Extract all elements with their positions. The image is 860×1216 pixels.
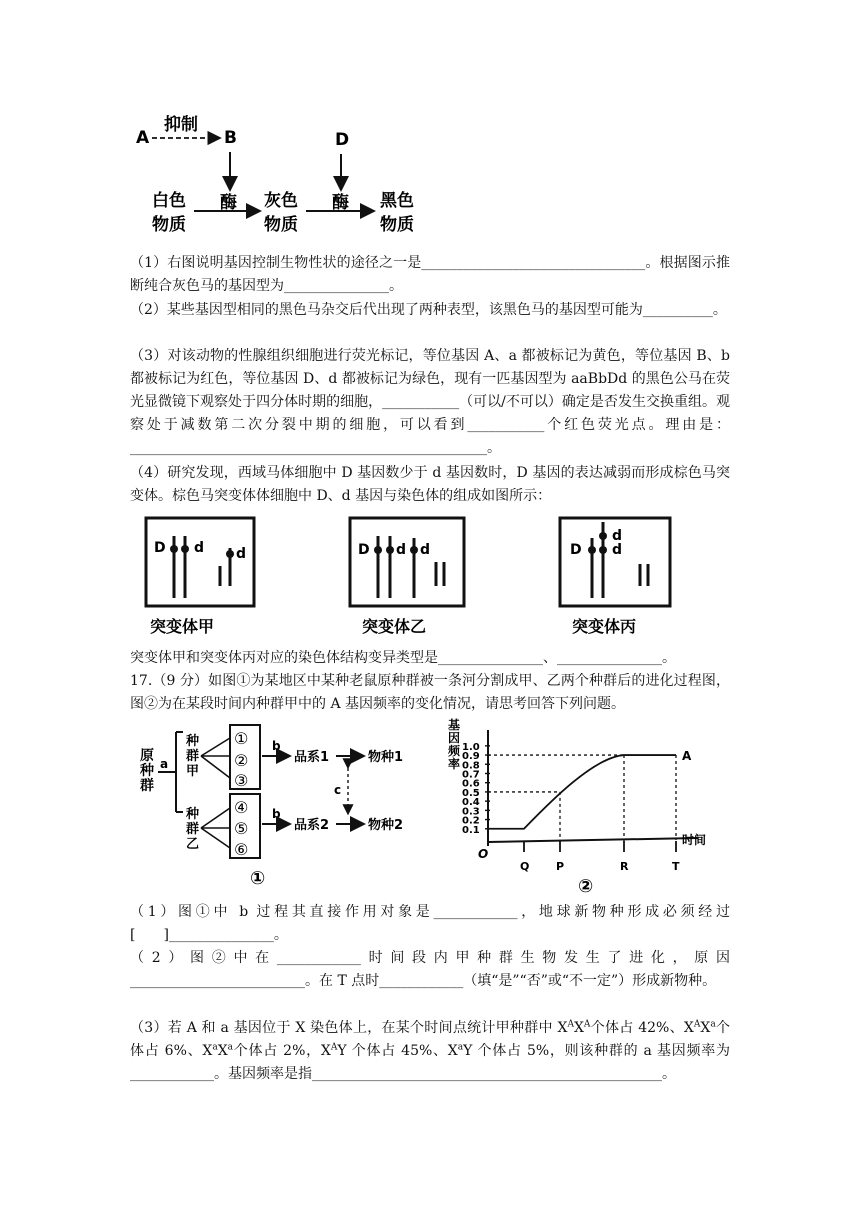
x-tick-label: Q (520, 860, 530, 873)
frequency-curve (488, 755, 676, 829)
circle-6: ⑥ (234, 840, 249, 859)
mutant-3-label: 突变体丙 (572, 617, 637, 636)
circle-3: ③ (234, 771, 249, 790)
gene-frequency-chart (442, 716, 730, 898)
y-axis-label-char: 频 (448, 744, 461, 758)
y-tick-label: 0.7 (462, 769, 480, 781)
circle-4: ④ (234, 798, 249, 817)
species-2-label: 物种2 (368, 818, 404, 833)
mutant-chromosome-figure (140, 514, 680, 638)
process-c-label: c (334, 783, 342, 797)
enzyme-2-label: 酶 (332, 193, 349, 213)
q17-intro: 17.（9 分）如图①为某地区中某种老鼠原种群被一条河分割成甲、乙两个种群后的进化过程图，图②为在某段时间内种群甲中的 A 基因频率的变化情况，请思考回答下列问题。 (130, 673, 730, 712)
species-1-label: 物种1 (368, 750, 404, 765)
origin-pop-2: 种 (140, 763, 154, 779)
y-tick-label: 0.8 (462, 760, 480, 772)
q16-part4: （4）研究发现，西域马体细胞中 D 基因数少于 d 基因数时，D 基因的表达减弱而形成棕色马突变体。棕色马突变体体细胞中 D、d 基因与染色体的组成如图所示： (130, 465, 730, 504)
black-substance-1: 黑色 (380, 191, 414, 211)
gene-pathway-diagram (130, 108, 440, 240)
inhibit-label: 抑制 (164, 115, 198, 135)
process-b-2: b (272, 807, 281, 821)
y-axis-label-char: 因 (448, 731, 461, 745)
process-a-label: a (160, 757, 169, 771)
y-tick-label: 0.5 (462, 787, 480, 799)
q16-part3: （3）对该动物的性腺组织细胞进行荧光标记，等位基因 A、a 都被标记为黄色，等位基因 B、b 都被标记为红色，等位基因 D、d 都被标记为绿色，现有一匹基因型为 aaBbDd 的黑色公马在荧光显微镜下观察处于四分体时期的细胞，___________（可以/不可以）确定是否发生交换重组。观察处于减数第二次分裂中期的细胞，可以看到___________个红色荧光点。理由是：___________________________________________________。 (130, 348, 730, 456)
gene-d-label: D (335, 130, 350, 150)
gene-D-label: D (358, 542, 370, 558)
circle-1: ① (234, 729, 249, 748)
y-axis-label-char: 基 (448, 718, 461, 732)
series-label-A: A (682, 749, 692, 764)
q17-answer3: （3）若 A 和 a 基因位于 X 染色体上，在某个时间点统计甲种群中 $X^AX^A$个体占 42%、$X^AX^a$个体占 6%、$X^aX^a$个体占 2%，$X^AY$ 个体占 45%、$X^aY$ 个体占 5%，则该种群的 a 基因频率为____________。基因频率是指__________________________________________________。 (130, 1019, 730, 1082)
origin-label: O (478, 847, 489, 861)
pop-a-1: 种 (186, 734, 200, 749)
pop-b-3: 乙 (186, 837, 200, 852)
x-axis-label: 时间 (682, 833, 707, 847)
mutant-2-label: 突变体乙 (362, 617, 427, 636)
gene-a-label: A (136, 128, 150, 148)
origin-pop-1: 原 (140, 748, 154, 764)
y-tick-label: 0.9 (462, 751, 480, 763)
gene-d-label: d (236, 546, 247, 562)
y-tick-label: 0.6 (462, 778, 480, 790)
gray-substance-1: 灰色 (264, 191, 298, 211)
x-axis (488, 838, 698, 842)
q16-part2: （2）某些基因型相同的黑色马杂交后代出现了两种表型，该黑色马的基因型可能为__________。 (130, 302, 727, 318)
y-tick-label: 0.2 (462, 815, 480, 827)
strain-1-label: 品系1 (294, 750, 330, 765)
figure-1-caption: ① (250, 868, 266, 889)
x-tick-label: R (620, 860, 629, 873)
y-tick-label: 0.4 (462, 797, 480, 809)
gray-substance-2: 物质 (264, 215, 298, 235)
gene-D-label: D (570, 542, 582, 558)
pop-b-2: 群 (186, 822, 200, 837)
gene-d-label: d (612, 542, 623, 558)
enzyme-1-label: 酶 (220, 193, 237, 213)
y-tick-label: 1.0 (462, 741, 480, 753)
y-axis-label-char: 率 (448, 757, 461, 771)
gene-d-label: d (194, 540, 205, 556)
circle-5: ⑤ (234, 819, 249, 838)
pop-a-3: 甲 (186, 764, 200, 779)
evolution-process-diagram (138, 720, 428, 892)
mutant-1-label: 突变体甲 (150, 617, 215, 636)
x-tick-label: T (672, 860, 680, 873)
circle-2: ② (234, 751, 249, 770)
q16-part5: 突变体甲和突变体丙对应的染色体结构变异类型是_______________、_______________。 (130, 650, 676, 666)
strain-2-label: 品系2 (294, 818, 330, 833)
y-tick-label: 0.3 (462, 806, 480, 818)
pop-b-1: 种 (186, 807, 200, 822)
q17-answer2: （2）图②中在____________时间段内甲种群生物发生了进化，原因_________________________。在 T 点时____________（填“是”“否”或“不一定”）形成新物种。 (130, 950, 730, 989)
pop-a-2: 群 (186, 749, 200, 764)
gene-d-label: d (420, 542, 431, 558)
gene-D-label: D (154, 540, 166, 556)
origin-pop-3: 群 (140, 778, 154, 794)
gene-d-label: d (396, 542, 407, 558)
black-substance-2: 物质 (380, 215, 414, 235)
q17-answer1: （1）图①中 b 过程其直接作用对象是____________，地球新物种形成必须经过[ ]_______________。 (130, 904, 730, 943)
gene-d-label: d (612, 528, 623, 544)
y-tick-label: 0.1 (462, 824, 480, 836)
x-tick-label: P (556, 860, 565, 873)
white-substance-1: 白色 (152, 191, 186, 211)
process-b-1: b (272, 739, 281, 753)
gene-b-label: B (224, 128, 237, 148)
figure-2-caption: ② (578, 876, 594, 897)
white-substance-2: 物质 (152, 215, 186, 235)
q16-part1: （1）右图说明基因控制生物性状的途径之一是________________________________。根据图示推断纯合灰色马的基因型为_______________。 (130, 255, 730, 294)
